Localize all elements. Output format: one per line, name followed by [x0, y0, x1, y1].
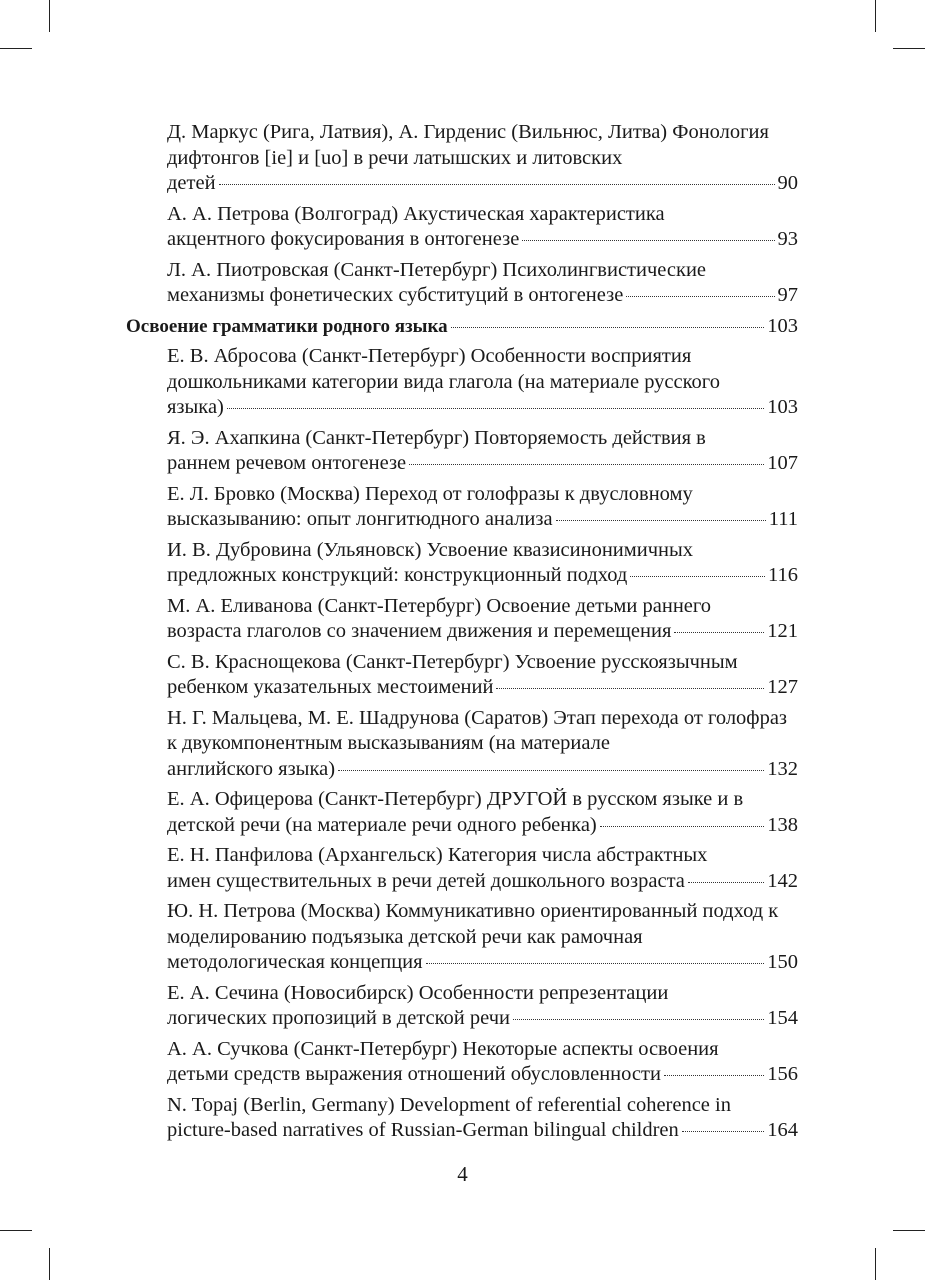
dot-leader	[338, 770, 764, 771]
toc-entry-line	[167, 757, 798, 783]
toc-page-number: 132	[767, 757, 798, 780]
toc-entry	[126, 1093, 798, 1144]
dot-leader	[674, 632, 764, 633]
toc-entry	[126, 787, 798, 838]
toc-entry-text: Н. Г. Мальцева, М. Е. Шадрунова (Саратов) Этап перехода от голофраз к двукомпонентным высказываниям (на материале	[167, 706, 788, 754]
dot-leader	[630, 576, 765, 577]
toc-page-number: 103	[767, 396, 798, 418]
crop-mark	[875, 1248, 876, 1280]
toc-entry	[126, 426, 798, 477]
toc-entry-line	[167, 451, 798, 477]
toc-entry-line	[167, 675, 798, 701]
toc-entry-last-line: ребенком указательных местоимений	[167, 676, 494, 698]
crop-mark	[893, 48, 925, 49]
toc-page-number: 111	[768, 508, 798, 530]
dot-leader	[426, 963, 765, 964]
toc-entry-last-line: механизмы фонетических субституций в онтогенезе	[167, 284, 624, 306]
toc-page-number: 93	[777, 228, 798, 250]
dot-leader	[409, 464, 764, 465]
toc-entry-line	[167, 1062, 798, 1088]
toc-entry-last-line: детей	[167, 172, 216, 194]
toc-page-number: 150	[767, 951, 798, 973]
toc-entry-line	[167, 227, 798, 253]
toc-entry-line	[167, 283, 798, 309]
toc-entry-last-line: акцентного фокусирования в онтогенезе	[167, 228, 520, 250]
toc-entry-text: С. В. Краснощекова (Санкт-Петербург) Усвоение русскоязычным	[167, 650, 738, 673]
toc-entry-last-line: английского языка)	[167, 757, 336, 780]
crop-mark	[0, 48, 32, 49]
crop-mark	[49, 1248, 50, 1280]
toc-entry	[126, 594, 798, 645]
crop-mark	[875, 0, 876, 32]
toc-entry-line	[167, 1118, 798, 1144]
toc-entry-text: Е. В. Абросова (Санкт-Петербург) Особенности восприятия дошкольниками категории вида глагола (на материале русского	[167, 345, 720, 393]
dot-leader	[664, 1075, 764, 1076]
toc-entry-line	[167, 563, 798, 589]
crop-mark	[49, 0, 50, 32]
toc-entry-text: М. А. Еливанова (Санкт-Петербург) Освоение детьми раннего	[167, 594, 712, 617]
dot-leader	[626, 296, 774, 297]
toc-entry	[126, 344, 798, 421]
toc-page-number: 164	[767, 1119, 798, 1141]
dot-leader	[682, 1131, 764, 1132]
toc-entry-line	[167, 619, 798, 645]
toc-entry-last-line: детской речи (на материале речи одного ребенка)	[167, 813, 597, 836]
toc-entry	[126, 843, 798, 894]
dot-leader	[522, 240, 774, 241]
toc-entry-text: Е. А. Сечина (Новосибирск) Особенности репрезентации	[167, 981, 669, 1004]
toc-entry-last-line: раннем речевом онтогенезе	[167, 452, 407, 474]
crop-mark	[0, 1230, 32, 1231]
toc-entry-text: N. Topaj (Berlin, Germany) Development of referential coherence in	[167, 1093, 731, 1116]
toc-entry	[126, 120, 798, 197]
toc-entry-last-line: имен существительных в речи детей дошкольного возраста	[167, 869, 685, 892]
dot-leader	[513, 1019, 764, 1020]
toc-entry-line	[167, 507, 798, 533]
toc-entry-text: И. В. Дубровина (Ульяновск) Усвоение квазисинонимичных	[167, 538, 694, 561]
toc-entry-last-line: языка)	[167, 396, 224, 418]
toc-page-number: 121	[767, 620, 798, 642]
page-number: 4	[457, 1162, 468, 1186]
toc-page-number: 97	[777, 284, 798, 306]
toc-entry-text: Ю. Н. Петрова (Москва) Коммуникативно ориентированный подход к моделированию подъязыка детской речи как рамочная	[167, 900, 779, 948]
toc-entry-last-line: возраста глаголов со значением движения и перемещения	[167, 620, 672, 642]
dot-leader	[688, 882, 764, 883]
toc-entry-line	[167, 869, 798, 895]
toc-entry	[126, 538, 798, 589]
toc-entry-text: Я. Э. Ахапкина (Санкт-Петербург) Повторяемость действия в	[167, 426, 706, 449]
toc-page-number: 103	[767, 314, 798, 337]
toc-entry-line	[126, 314, 798, 340]
toc-entry	[126, 1037, 798, 1088]
dot-leader	[556, 520, 766, 521]
toc-entry-last-line: детьми средств выражения отношений обусловленности	[167, 1063, 661, 1085]
toc-entry-last-line: предложных конструкций: конструкционный подход	[167, 564, 628, 586]
dot-leader	[451, 327, 765, 328]
table-of-contents	[126, 120, 798, 1149]
toc-entry-text: Д. Маркус (Рига, Латвия), А. Гирденис (Вильнюс, Литва) Фонология дифтонгов [ie] и [uo] в речи латышских и литовских	[167, 121, 769, 169]
toc-page-number: 156	[767, 1063, 798, 1085]
toc-entry	[126, 706, 798, 783]
toc-entry-line	[167, 813, 798, 839]
toc-entry-last-line: логических пропозиций в детской речи	[167, 1007, 511, 1029]
toc-entry-line	[167, 1006, 798, 1032]
crop-mark	[893, 1230, 925, 1231]
toc-entry-text: Е. А. Офицерова (Санкт-Петербург) ДРУГОЙ в русском языке и в	[167, 788, 744, 810]
toc-entry	[126, 482, 798, 533]
toc-entry-last-line: высказыванию: опыт лонгитюдного анализа	[167, 508, 553, 530]
toc-page-number: 107	[767, 452, 798, 474]
toc-entry-line	[167, 171, 798, 197]
toc-entry-text: Е. Н. Панфилова (Архангельск) Категория числа абстрактных	[167, 844, 708, 866]
toc-page-number: 116	[768, 564, 798, 586]
toc-entry	[126, 202, 798, 253]
toc-entry	[126, 650, 798, 701]
toc-entry-text: А. А. Сучкова (Санкт-Петербург) Некоторые аспекты освоения	[167, 1037, 719, 1060]
toc-entry-text: Е. Л. Бровко (Москва) Переход от голофразы к двусловному	[167, 482, 693, 505]
toc-page-number: 138	[767, 813, 798, 836]
dot-leader	[227, 408, 764, 409]
toc-entry-last-line: picture-based narratives of Russian-German bilingual children	[167, 1119, 679, 1141]
toc-entry	[126, 899, 798, 976]
dot-leader	[600, 826, 764, 827]
toc-entry-text: Л. А. Пиотровская (Санкт-Петербург) Психолингвистические	[167, 258, 707, 281]
toc-section-heading	[126, 314, 798, 340]
toc-page-number: 90	[777, 172, 798, 194]
toc-page-number: 127	[767, 676, 798, 698]
toc-page-number: 154	[767, 1007, 798, 1029]
section-title: Освоение грамматики родного языка	[126, 315, 448, 337]
dot-leader	[496, 688, 764, 689]
toc-page-number: 142	[767, 869, 798, 892]
dot-leader	[219, 184, 775, 185]
toc-entry-text: А. А. Петрова (Волгоград) Акустическая характеристика	[167, 202, 665, 225]
toc-entry-last-line: методологическая концепция	[167, 951, 423, 973]
toc-entry-line	[167, 395, 798, 421]
toc-entry	[126, 981, 798, 1032]
toc-entry	[126, 258, 798, 309]
toc-entry-line	[167, 950, 798, 976]
